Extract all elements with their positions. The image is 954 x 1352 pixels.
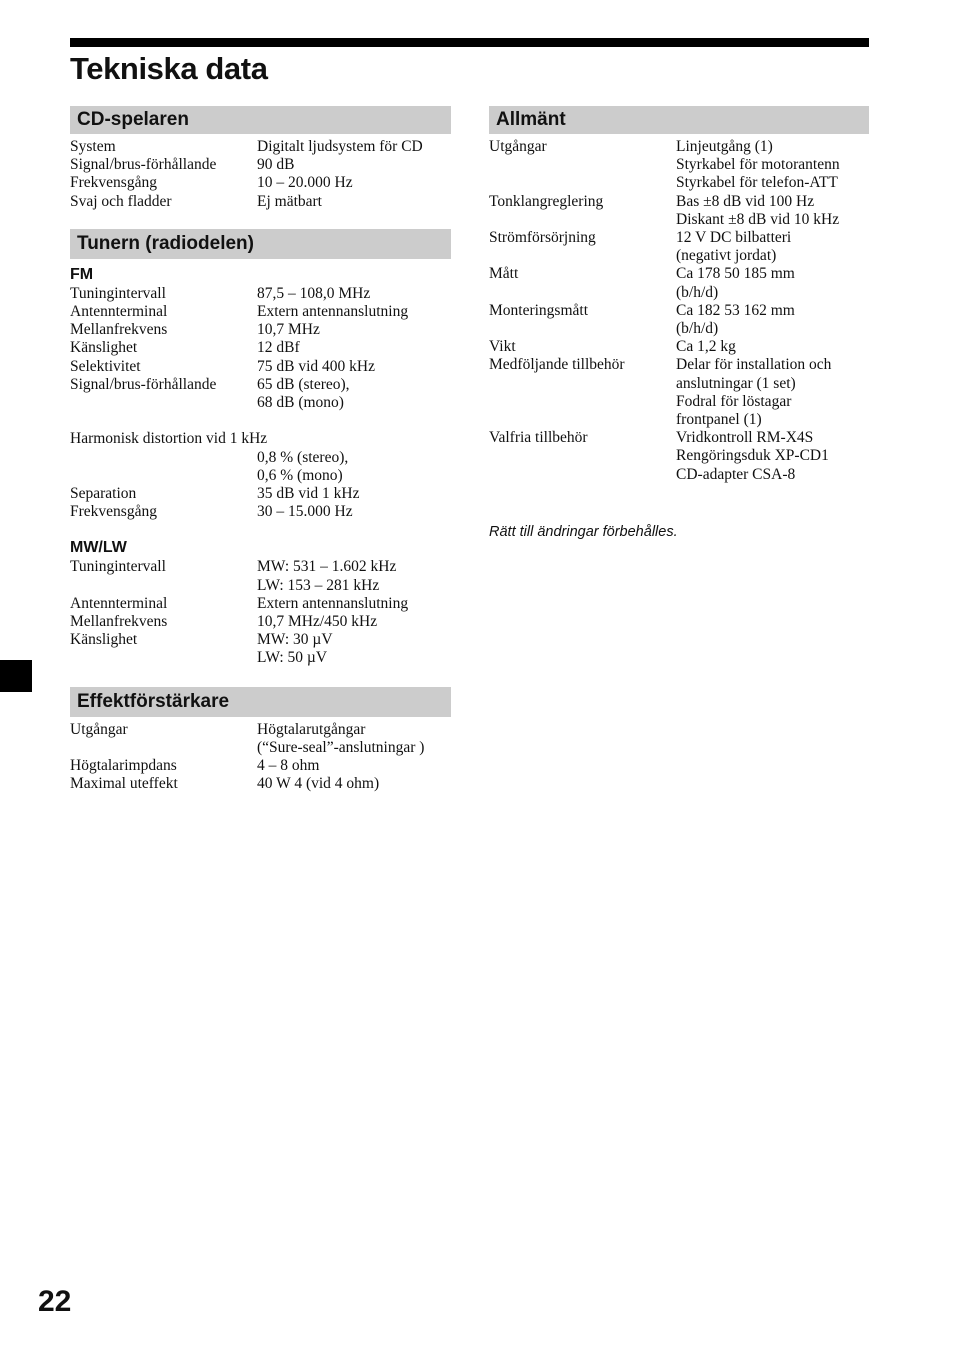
spec-row: [489, 429, 869, 484]
top-rule: [70, 38, 869, 47]
spec-value-line: Ca 182 53 162 mm: [676, 301, 795, 319]
spec-label: Mellanfrekvens: [70, 321, 168, 339]
spec-label: Strömförsörjning: [489, 229, 596, 247]
spec-label: Högtalarimpdans: [70, 757, 177, 775]
spec-label: Tuningintervall: [70, 558, 166, 576]
spec-value: [257, 303, 451, 321]
spec-value: [676, 138, 869, 193]
mwlw-spec-list: [70, 558, 451, 667]
spec-value-line: 90 dB: [257, 156, 295, 174]
spec-row: [70, 339, 451, 357]
harmonic-distortion-values: [70, 449, 451, 485]
spec-value-line: LW: 153 – 281 kHz: [257, 576, 380, 594]
spec-value-line: Ca 1,2 kg: [676, 338, 736, 356]
spec-row: [70, 193, 451, 211]
spec-value: [257, 285, 451, 303]
spec-value: [257, 138, 451, 156]
spec-label: Mellanfrekvens: [70, 613, 168, 631]
spec-value-line: Ej mätbart: [257, 192, 322, 210]
spec-value-line: Extern antennanslutning: [257, 594, 409, 612]
spec-row: [70, 156, 451, 174]
spec-row: [489, 338, 869, 356]
spec-label: Signal/brus-förhållande: [70, 375, 217, 393]
spec-label: Monteringsmått: [489, 301, 589, 319]
spec-value-line: (negativt jordat): [676, 247, 777, 265]
section-heading-cd: CD-spelaren: [70, 106, 451, 134]
spec-value: [257, 558, 451, 594]
spec-value-line: Extern antennanslutning: [257, 303, 409, 321]
spec-value: [676, 265, 869, 301]
spec-value-line: Styrkabel för motorantenn: [676, 156, 840, 174]
spec-row: [489, 265, 869, 301]
subheading-mwlw: MW/LW: [70, 539, 127, 557]
spec-value: [257, 503, 451, 521]
spec-label: Utgångar: [70, 720, 128, 738]
spec-label: Medföljande tillbehör: [489, 356, 625, 374]
spec-label: Svaj och fladder: [70, 192, 172, 210]
spec-label: System: [70, 138, 116, 155]
spec-row: [70, 721, 451, 757]
spec-row: [489, 138, 869, 193]
harmonic-values: [257, 449, 451, 485]
spec-value-line: Delar för installation och: [676, 356, 832, 374]
spec-value-line: 68 dB (mono): [257, 394, 344, 412]
spec-label: Känslighet: [70, 339, 138, 357]
spec-value-line: 0,8 % (stereo),: [257, 448, 349, 466]
spec-label: Antennterminal: [70, 303, 168, 321]
spec-value-line: 0,6 % (mono): [257, 466, 343, 484]
change-notice: Rätt till ändringar förbehålles.: [489, 524, 678, 540]
spec-value-line: 65 dB (stereo),: [257, 375, 350, 393]
spec-value: [257, 321, 451, 339]
spec-label: Signal/brus-förhållande: [70, 156, 217, 174]
spec-value: [257, 339, 451, 357]
spec-row: [70, 503, 451, 521]
spec-value-line: Diskant ±8 dB vid 10 kHz: [676, 210, 840, 228]
spec-value-line: 10,7 MHz: [257, 321, 320, 339]
spec-value-line: Styrkabel för telefon-ATT: [676, 174, 838, 192]
spec-value: [257, 631, 451, 667]
spec-row: [70, 138, 451, 156]
spec-value-line: (“Sure-seal”-anslutningar ): [257, 738, 425, 756]
spec-value: [257, 156, 451, 174]
spec-value: [676, 229, 869, 265]
spec-row: [70, 775, 451, 793]
spec-value: [257, 485, 451, 503]
spec-label: Mått: [489, 265, 519, 283]
spec-value-line: 10 – 20.000 Hz: [257, 174, 353, 192]
cd-spec-list: [70, 138, 451, 211]
section-heading-tuner: Tunern (radiodelen): [70, 229, 451, 259]
spec-value: [257, 721, 451, 757]
spec-value: [676, 193, 869, 229]
spec-value-line: 87,5 – 108,0 MHz: [257, 284, 371, 302]
spec-value-line: Vridkontroll RM-X4S: [676, 429, 814, 447]
spec-row: [489, 302, 869, 338]
spec-value-line: Ca 178 50 185 mm: [676, 265, 795, 283]
subheading-fm: FM: [70, 265, 94, 283]
spec-label: Utgångar: [489, 138, 547, 155]
page-title: Tekniska data: [70, 51, 268, 86]
spec-row: [70, 595, 451, 613]
spec-value-line: Fodral för löstagar: [676, 392, 792, 410]
spec-row: [70, 613, 451, 631]
spec-value: [257, 193, 451, 211]
spec-value-line: MW: 531 – 1.602 kHz: [257, 558, 397, 576]
spec-value-line: Bas ±8 dB vid 100 Hz: [676, 192, 815, 210]
spec-value-line: frontpanel (1): [676, 411, 762, 429]
spec-label: Känslighet: [70, 631, 138, 649]
spec-row: [70, 757, 451, 775]
harmonic-distortion-label: Harmonisk distortion vid 1 kHz: [70, 430, 268, 448]
spec-value-line: Digitalt ljudsystem för CD: [257, 138, 423, 155]
spec-label: Frekvensgång: [70, 174, 157, 192]
spec-value: [676, 356, 869, 429]
spec-value: [676, 429, 869, 484]
spec-value-line: (b/h/d): [676, 283, 719, 301]
spec-value: [257, 775, 451, 793]
spec-row: [70, 358, 451, 376]
fm-spec-list-2: [70, 485, 451, 521]
spec-row: [70, 485, 451, 503]
spec-label: Valfria tillbehör: [489, 429, 588, 447]
spec-value-line: Rengöringsduk XP-CD1: [676, 447, 829, 465]
spec-value: [257, 358, 451, 376]
spec-value: [676, 338, 869, 356]
spec-row: [70, 558, 451, 594]
spec-value-line: 12 V DC bilbatteri: [676, 229, 792, 247]
spec-row: [70, 631, 451, 667]
spec-label: Tonklangreglering: [489, 192, 604, 210]
amp-spec-list: [70, 721, 451, 794]
spec-value-line: 10,7 MHz/450 kHz: [257, 613, 378, 631]
side-tab-marker: [0, 660, 32, 692]
page-number: 22: [38, 1285, 72, 1318]
spec-label: Antennterminal: [70, 594, 168, 612]
spec-label: Separation: [70, 485, 137, 503]
spec-value-line: 40 W 4 (vid 4 ohm): [257, 775, 380, 793]
spec-value: [676, 302, 869, 338]
spec-row: [489, 229, 869, 265]
fm-spec-list: [70, 285, 451, 412]
section-heading-general: Allmänt: [489, 106, 869, 134]
section-heading-amp: Effektförstärkare: [70, 687, 451, 717]
spec-value-line: 75 dB vid 400 kHz: [257, 357, 375, 375]
spec-value: [257, 757, 451, 775]
spec-row: [70, 303, 451, 321]
spec-value-line: CD-adapter CSA-8: [676, 465, 796, 483]
spec-value: [257, 376, 451, 412]
spec-row: [70, 321, 451, 339]
spec-label: Frekvensgång: [70, 503, 157, 521]
spec-label: Selektivitet: [70, 357, 141, 375]
spec-label: Vikt: [489, 338, 516, 356]
spec-row: [70, 376, 451, 412]
spec-value-line: 12 dBf: [257, 339, 300, 357]
spec-value: [257, 595, 451, 613]
spec-value-line: MW: 30 µV: [257, 631, 333, 649]
spec-row: [70, 285, 451, 303]
general-spec-list: [489, 138, 869, 484]
spec-value-line: 30 – 15.000 Hz: [257, 503, 353, 521]
spec-value-line: LW: 50 µV: [257, 649, 328, 667]
left-column: [70, 106, 451, 793]
spec-label: Tuningintervall: [70, 284, 166, 302]
spec-row: [70, 174, 451, 192]
spec-value-line: Högtalarutgångar: [257, 720, 366, 738]
spec-row: [489, 193, 869, 229]
spec-value-line: 4 – 8 ohm: [257, 757, 320, 775]
spec-value-line: Linjeutgång (1): [676, 138, 773, 155]
right-column: [489, 106, 869, 484]
spec-value: [257, 613, 451, 631]
spec-value-line: anslutningar (1 set): [676, 374, 796, 392]
spec-value-line: 35 dB vid 1 kHz: [257, 485, 360, 503]
spec-label: Maximal uteffekt: [70, 775, 178, 793]
spec-value-line: (b/h/d): [676, 320, 719, 338]
spec-row: [489, 356, 869, 429]
spec-value: [257, 174, 451, 192]
